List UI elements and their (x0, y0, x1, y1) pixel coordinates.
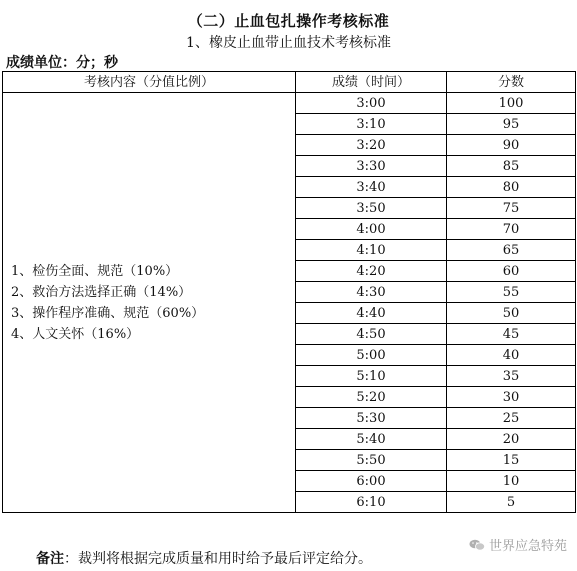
time-cell: 3:30 (296, 156, 447, 177)
table-row (3, 93, 576, 114)
score-cell: 60 (447, 261, 576, 282)
score-unit-label: 成绩单位：分；秒 (6, 55, 118, 71)
column-header-score: 分数 (447, 72, 576, 93)
footer-note (36, 548, 372, 568)
score-cell: 65 (447, 240, 576, 261)
score-cell: 55 (447, 282, 576, 303)
column-header-content: 考核内容（分值比例） (3, 72, 296, 93)
time-cell: 4:20 (296, 261, 447, 282)
content-item: 2、救治方法选择正确（14%） (11, 284, 192, 300)
score-cell: 40 (447, 345, 576, 366)
time-cell: 3:00 (296, 93, 447, 114)
score-cell: 90 (447, 135, 576, 156)
watermark (469, 535, 567, 554)
time-cell: 5:00 (296, 345, 447, 366)
page-subtitle: 1、橡皮止血带止血技术考核标准 (186, 35, 391, 51)
note-text: ：裁判将根据完成质量和用时给予最后评定给分。 (64, 551, 372, 567)
assessment-content-cell (3, 93, 296, 513)
watermark-text: 世界应急特苑 (488, 539, 567, 554)
time-cell: 4:30 (296, 282, 447, 303)
table-header-row (3, 72, 576, 93)
score-cell: 100 (447, 93, 576, 114)
score-cell: 15 (447, 450, 576, 471)
score-cell: 25 (447, 408, 576, 429)
page-title: （二）止血包扎操作考核标准 (187, 12, 390, 30)
content-item: 3、操作程序准确、规范（60%） (11, 305, 205, 321)
time-cell: 5:10 (296, 366, 447, 387)
time-cell: 3:40 (296, 177, 447, 198)
column-header-time: 成绩（时间） (296, 72, 447, 93)
time-cell: 5:30 (296, 408, 447, 429)
time-cell: 5:50 (296, 450, 447, 471)
score-cell: 80 (447, 177, 576, 198)
score-cell: 70 (447, 219, 576, 240)
time-cell: 4:40 (296, 303, 447, 324)
score-cell: 95 (447, 114, 576, 135)
table-body (3, 93, 576, 513)
time-cell: 5:20 (296, 387, 447, 408)
time-cell: 4:10 (296, 240, 447, 261)
score-cell: 20 (447, 429, 576, 450)
scoring-table (2, 71, 576, 513)
time-cell: 6:10 (296, 492, 447, 513)
time-cell: 5:40 (296, 429, 447, 450)
score-cell: 35 (447, 366, 576, 387)
time-cell: 3:20 (296, 135, 447, 156)
time-cell: 3:50 (296, 198, 447, 219)
score-cell: 45 (447, 324, 576, 345)
score-cell: 5 (447, 492, 576, 513)
time-cell: 4:00 (296, 219, 447, 240)
content-item: 4、人文关怀（16%） (11, 326, 140, 342)
score-cell: 85 (447, 156, 576, 177)
time-cell: 4:50 (296, 324, 447, 345)
score-cell: 10 (447, 471, 576, 492)
time-cell: 3:10 (296, 114, 447, 135)
content-item: 1、检伤全面、规范（10%） (11, 263, 179, 279)
note-label: 备注 (36, 551, 64, 567)
score-cell: 75 (447, 198, 576, 219)
time-cell: 6:00 (296, 471, 447, 492)
score-cell: 30 (447, 387, 576, 408)
wechat-icon (469, 539, 485, 551)
score-cell: 50 (447, 303, 576, 324)
